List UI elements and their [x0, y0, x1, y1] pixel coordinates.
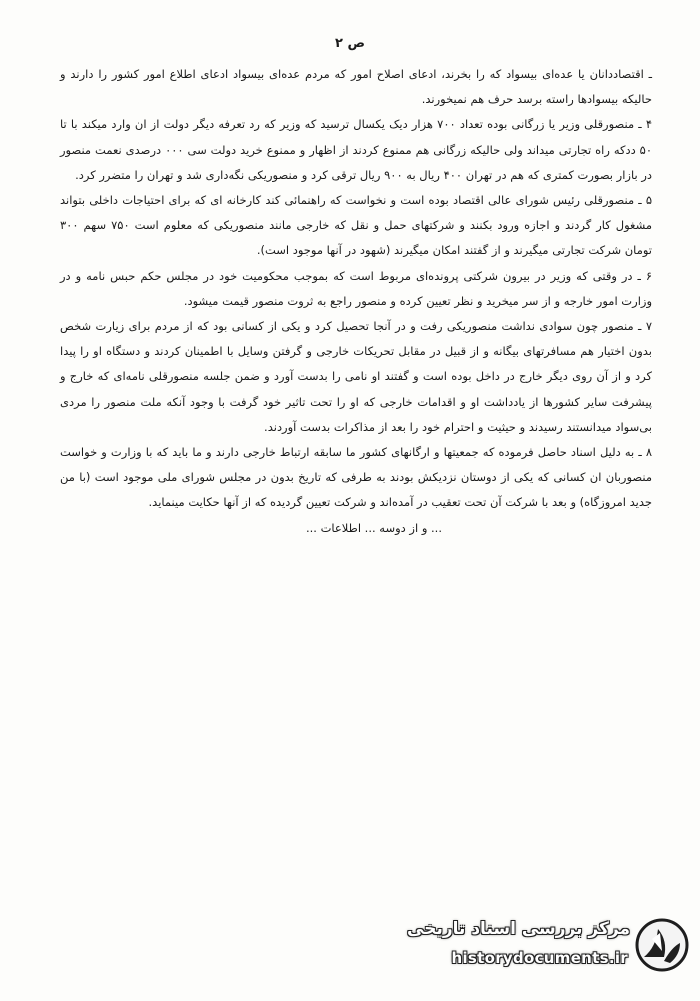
- paragraph-6: ۸ ـ به دلیل اسناد حاصل فرموده که جمعیتها و ارگانهای کشور ما سابقه ارتباط خارجی دارند و ما باید که با وزارت و خواست منصوربان ان کسانی که یکی از دوستان نزدیکش بودند به طرفی که تاریخ بدون در مجلس شورای ملی موجود است (با من جدید امروزگاه) و بعد با شرکت آن تحت تعقیب در آمده‌اند و شرکت تعیین گردیده که از آنها حکایت مینماید.: [60, 445, 652, 510]
- paragraph-5: ۷ ـ منصور چون سوادی نداشت منصوریکی رفت و در آنجا تحصیل کرد و یکی از کسانی بود که از مردم برای زیارت شخص بدون اختیار هم مسافرتهای بیگانه و از قبیل در مقابل تحریکات خارجی و گرفتن وسایل با اطمینان کردند و دستگاه او را پیدا کرد و از آن روی دیگر خارج در داخل بوده است و گفتند او نامی را بدست آورد و ضمن جلسه منصورقلی نامه‌ای که خارج و پیشرفت سایر کشورها از یادداشت او و اقدامات خارجی که او را تحت تاثیر خود گرفت با وجود آنکه ملت منصور را مردی بی‌سواد میدانستند رسیدند و حیثیت و احترام خود را بعد از مذاکرات بدست آوردند.: [60, 319, 652, 434]
- paragraph-1: ـ اقتصاددانان یا عده‌ای بیسواد که را بخرند، ادعای اصلاح امور که مردم عده‌ای بیسواد ادعای اطلاع امور کشور را دارند و حالیکه بیسوادها راسته برسد حرف هم نمیخورند.: [60, 67, 652, 107]
- watermark-url: historydocuments.ir: [451, 949, 628, 967]
- archive-logo-icon: [634, 917, 690, 973]
- watermark: [400, 909, 690, 989]
- document-body: [60, 62, 652, 541]
- page-number: ص ۲: [335, 36, 365, 51]
- paragraph-3: ۵ ـ منصورقلی رئیس شورای عالی اقتصاد بوده است و نخواست که راهنمائی کند کارخانه ای که برای احتیاجات داخلی بتواند مشغول کار گردند و اجازه ورود بکنند و شرکتهای حمل و نقل که خارجی مانند منصوریکی که معلوم است ۷۵۰ سهم ۳۰۰ تومان شرکت تجارتی میگیرند و از گفتند امکان میگیرند (شهود در آنها موجود است).: [60, 193, 653, 258]
- signature-line: ... و از دوسه ... اطلاعات ...: [305, 520, 442, 535]
- paragraph-4: ۶ ـ در وقتی که وزیر در بیرون شرکتی پرونده‌ای مربوط است که بموجب محکومیت خود در مجلس حکم حبس نامه و در وزارت امور خارجه و از سر میخرید و نظر تعیین کرده و منصور راجع به ثروت منصور قیمت میشود.: [60, 268, 652, 308]
- watermark-title: مرکز بررسی اسناد تاریخی: [407, 919, 630, 939]
- paragraph-2: ۴ ـ منصورقلی وزیر یا زرگانی بوده تعداد ۷۰۰ هزار دیک یکسال ترسید که وزیر که رد تعرفه دیگر دولت از ان وارد میکند با تا ۵۰ ددکه راه تجارتی میداند ولی حالیکه زرگانی هم ممنوع کردند از اظهار و ممنوع خرید دولت سی ۰۰۰ درصدی نعمت منصور در بازار بصورت کمتری که هم در تهران ۴۰۰ ریال به ۹۰۰ ریال ترقی کرد و منصوریکی نگه‌داری شد و تهران را متضرر کرد.: [60, 117, 653, 182]
